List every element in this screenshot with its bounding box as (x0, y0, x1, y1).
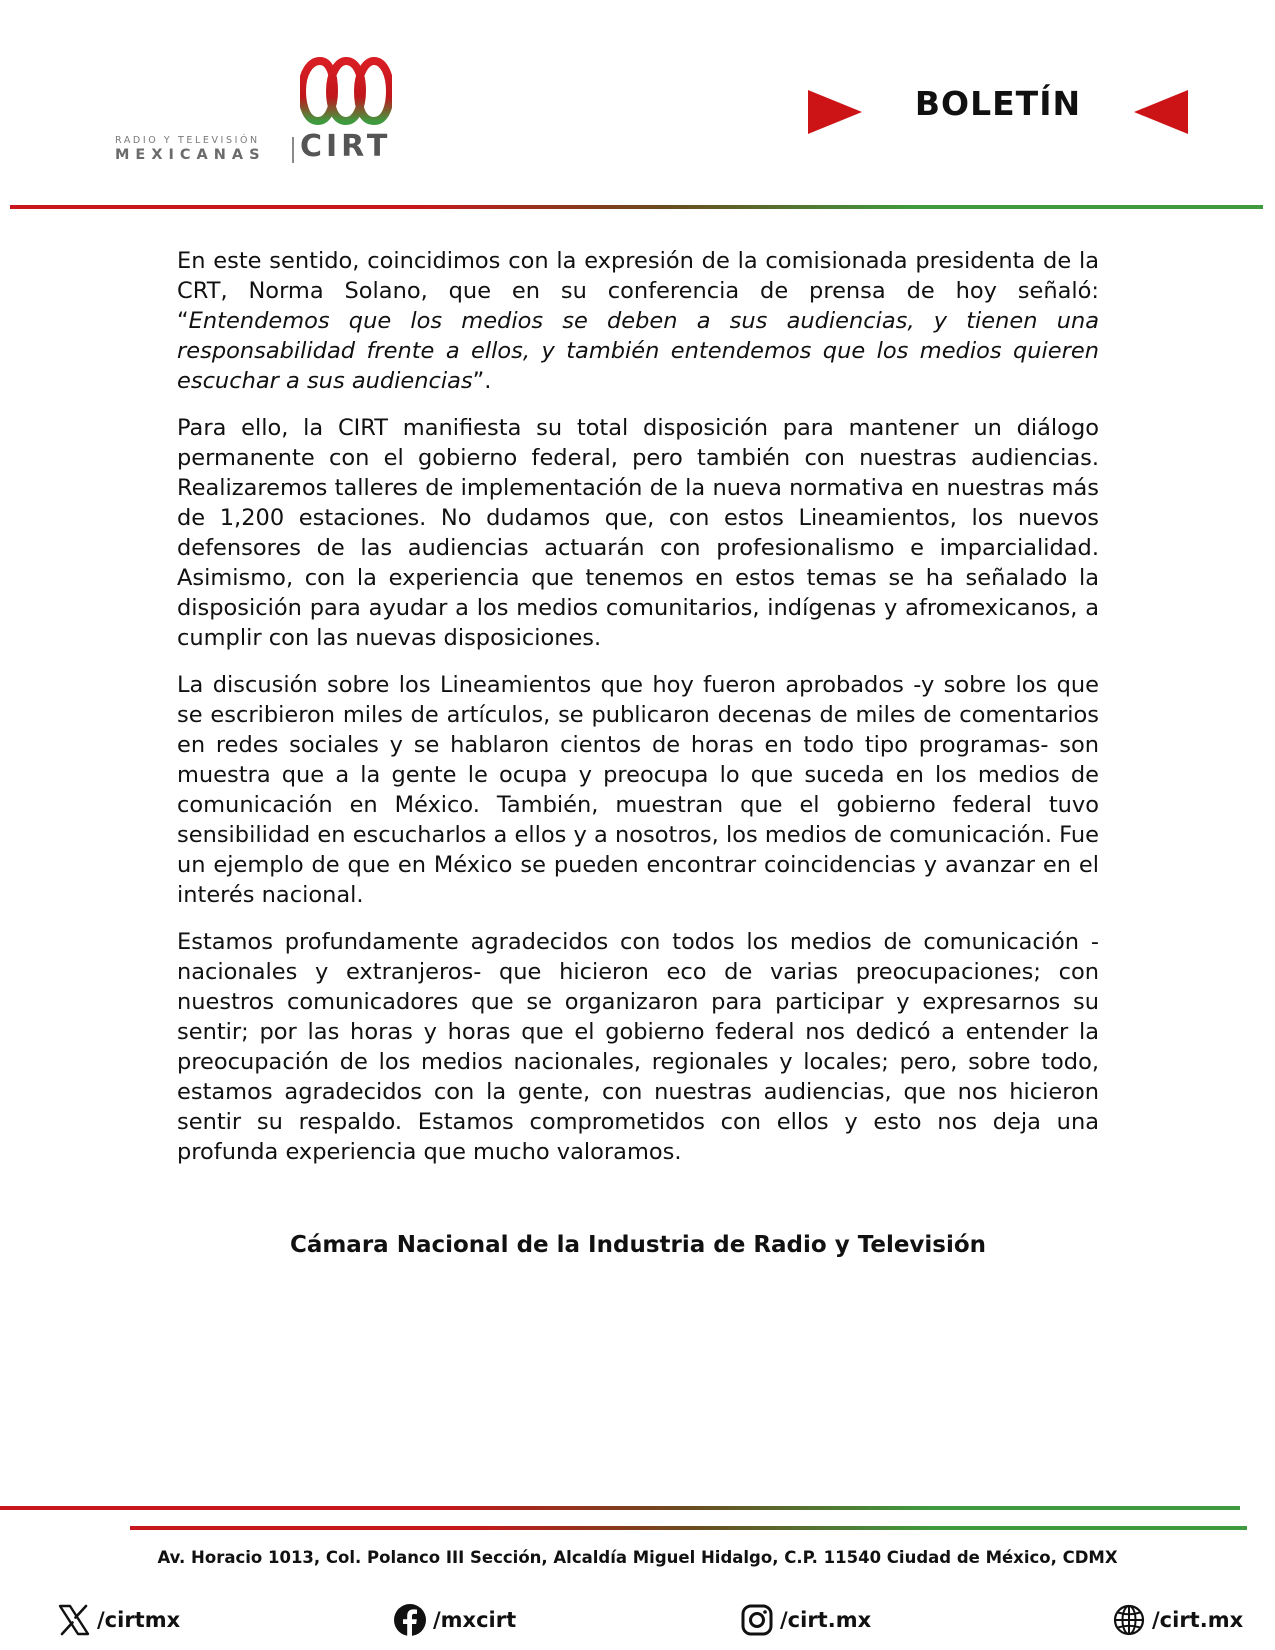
social-handle: /cirt.mx (780, 1608, 872, 1632)
page-title: BOLETÍN (914, 84, 1082, 123)
footer-divider-top (0, 1506, 1240, 1510)
paragraph-2: Para ello, la CIRT manifiesta su total disposición para mantener un diálogo permanente con el gobierno federal, pero también con nuestras audiencias. Realizaremos talleres de implementación de la nueva normativa en nuestras más de 1,200 estaciones. No dudamos que, con estos Lineamientos, los nuevos defensores de las audiencias actuarán con profesionalismo e imparcialidad. Asimismo, con la experiencia que tenemos en estos temas se ha señalado la disposición para ayudar a los medios comunitarios, indígenas y afromexicanos, a cumplir con las nuevas disposiciones. (177, 415, 1099, 651)
bulletin-body (177, 246, 1099, 1184)
logo-tagline-bottom: MEXICANAS (115, 147, 266, 163)
cirt-wave-logo-icon (300, 55, 392, 129)
social-website[interactable] (1112, 1602, 1243, 1638)
logo-tagline-top: RADIO Y TELEVISIÓN (115, 135, 260, 146)
x-twitter-icon (57, 1603, 91, 1637)
signature: Cámara Nacional de la Industria de Radio y Televisión (289, 1232, 987, 1258)
paragraph-1-lead: En este sentido, coincidimos con la expresión de la comisionada presidenta de la CRT, Norma Solano, que en su conferencia de prensa de hoy señaló: “ (177, 248, 1099, 334)
paragraph-4: Estamos profundamente agradecidos con todos los medios de comunicación - nacionales y extranjeros- que hicieron eco de varias preocupaciones; con nuestros comunicadores que se organizaron para participar y expresarnos su sentir; por las horas y horas que el gobierno federal nos dedicó a entender la preocupación de los medios nacionales, regionales y locales; pero, sobre todo, estamos agradecidos con la gente, con nuestras audiencias, que nos hicieron sentir su respaldo. Estamos comprometidos con ellos y esto nos deja una profunda experiencia que mucho valoramos. (177, 929, 1099, 1165)
header-divider (10, 205, 1263, 209)
footer-divider-bottom (130, 1526, 1247, 1530)
social-instagram[interactable] (740, 1602, 871, 1638)
social-handle: /mxcirt (433, 1608, 517, 1632)
logo-brand: CIRT (300, 129, 392, 164)
facebook-icon (393, 1603, 427, 1637)
social-x[interactable] (57, 1602, 180, 1638)
logo-separator (292, 137, 294, 163)
social-handle: /cirtmx (97, 1608, 181, 1632)
bulletin-heading (808, 80, 1188, 140)
arrow-left-icon (1134, 90, 1188, 134)
social-handle: /cirt.mx (1152, 1608, 1244, 1632)
paragraph-1 (177, 246, 1099, 396)
paragraph-3: La discusión sobre los Lineamientos que hoy fueron aprobados -y sobre los que se escribieron miles de artículos, se publicaron decenas de miles de comentarios en redes sociales y se hablaron cientos de horas en todo tipo programas- son muestra que a la gente le ocupa y preocupa lo que suceda en los medios de comunicación en México. También, muestran que el gobierno federal tuvo sensibilidad en escucharlos a ellos y a nosotros, los medios de comunicación. Fue un ejemplo de que en México se pueden encontrar coincidencias y avanzar en el interés nacional. (177, 672, 1099, 908)
paragraph-1-tail: ”. (472, 368, 492, 394)
footer-address: Av. Horacio 1013, Col. Polanco III Sección, Alcaldía Miguel Hidalgo, C.P. 11540 Ciudad de México, CDMX (157, 1548, 1118, 1567)
cirt-logo (115, 55, 395, 165)
paragraph-1-quote: Entendemos que los medios se deben a sus audiencias, y tienen una responsabilidad frente a ellos, y también entendemos que los medios quieren escuchar a sus audiencias (177, 308, 1099, 394)
instagram-icon (740, 1603, 774, 1637)
globe-icon (1112, 1603, 1146, 1637)
social-facebook[interactable] (393, 1602, 516, 1638)
